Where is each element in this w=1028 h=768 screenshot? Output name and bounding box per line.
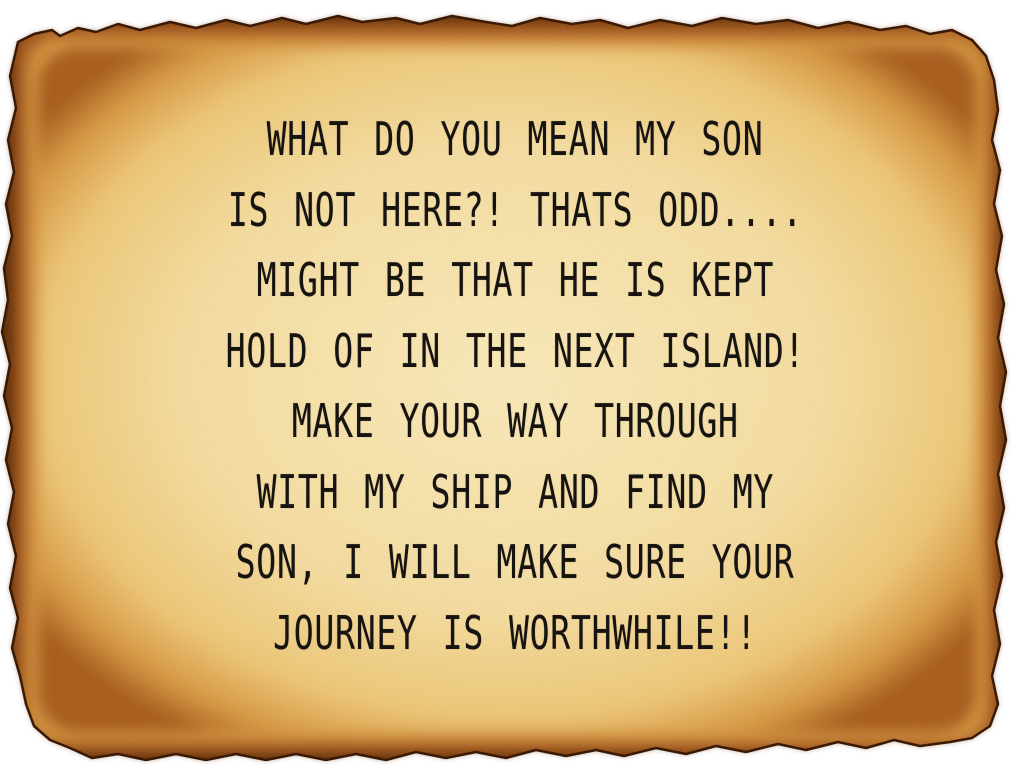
dialogue-line: WITH MY SHIP AND FIND MY	[256, 464, 774, 519]
dialogue-line: MAKE YOUR WAY THROUGH	[291, 394, 739, 448]
dialogue-text	[150, 104, 880, 684]
dialogue-line: HOLD OF IN THE NEXT ISLAND!	[225, 323, 805, 378]
dialogue-line: IS NOT HERE?! THATS ODD....	[227, 182, 803, 237]
dialogue-line: WHAT DO YOU MEAN MY SON	[266, 112, 764, 166]
dialogue-line: JOURNEY IS WORTHWHILE!!	[273, 605, 757, 660]
dialogue-line: MIGHT BE THAT HE IS KEPT	[256, 253, 774, 307]
dialogue-line: SON, I WILL MAKE SURE YOUR	[235, 535, 795, 589]
